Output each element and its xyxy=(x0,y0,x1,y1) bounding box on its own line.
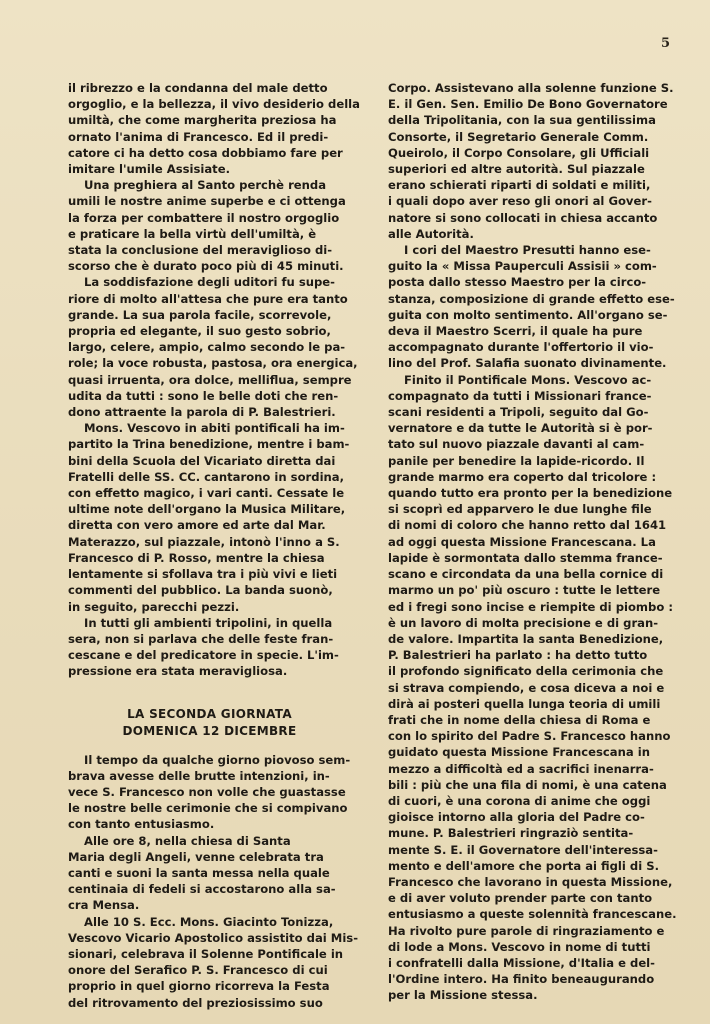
right-column xyxy=(388,80,677,1004)
text-line: cra Mensa. xyxy=(68,898,140,913)
text-line: dono attraente la parola di P. Balestrieri. xyxy=(68,405,336,420)
text-line: Fratelli delle SS. CC. cantarono in sordina, xyxy=(68,469,345,484)
text-line: pressione era stata meravigliosa. xyxy=(68,664,288,679)
text-line: Ha rivolto pure parole di ringraziamento e xyxy=(388,923,665,938)
text-line: il profondo significato della cerimonia che xyxy=(388,664,664,679)
text-line: sera, non si parlava che delle feste fran- xyxy=(68,631,334,646)
paragraph xyxy=(388,80,674,242)
text-line: ad oggi questa Missione Francescana. La xyxy=(388,534,656,549)
text-line: catore ci ha detto cosa dobbiamo fare per xyxy=(68,145,343,160)
text-line: accompagnato durante l'offertorio il vio- xyxy=(388,340,654,355)
text-line: si scoprì ed apparvero le due lunghe file xyxy=(388,502,652,517)
text-line: guito la « Missa Pauperculi Assisii » com- xyxy=(388,259,657,274)
text-line: con lo spirito del Padre S. Francesco hanno xyxy=(388,729,671,744)
text-line: mune. P. Balestrieri ringraziò sentita- xyxy=(388,826,634,841)
paragraph xyxy=(388,242,675,372)
text-line: del ritrovamento del preziosissimo suo xyxy=(68,995,323,1010)
left-column-body xyxy=(68,80,360,680)
text-line: con tanto entusiasmo. xyxy=(68,817,215,832)
text-line: diretta con vero amore ed arte dal Mar. xyxy=(68,518,326,533)
text-line: La soddisfazione degli uditori fu supe- xyxy=(84,275,335,290)
text-line: onore del Serafico P. S. Francesco di cui xyxy=(68,963,328,978)
text-line: Vescovo Vicario Apostolico assistito dai Mis- xyxy=(68,930,359,945)
text-line: role; la voce robusta, pastosa, ora energica, xyxy=(68,356,358,371)
left-column xyxy=(68,80,360,1011)
text-line: Finito il Pontificale Mons. Vescovo ac- xyxy=(404,372,652,387)
text-line: orgoglio, e la bellezza, il vivo desiderio della xyxy=(68,97,360,112)
text-line: della Tripolitania, con la sua gentilissima xyxy=(388,113,656,128)
text-line: scano e circondata da una bella cornice di xyxy=(388,567,664,582)
text-line: scani residenti a Tripoli, seguito dal Go- xyxy=(388,405,649,420)
text-line: I cori del Maestro Presutti hanno ese- xyxy=(404,243,651,258)
text-line: superiori ed altre autorità. Sul piazzale xyxy=(388,162,645,177)
text-line: umili le nostre anime superbe e ci ottenga xyxy=(68,194,346,209)
text-line: In tutti gli ambienti tripolini, in quella xyxy=(84,615,333,630)
text-line: Francesco che lavorano in questa Missione, xyxy=(388,874,673,889)
text-line: E. il Gen. Sen. Emilio De Bono Governatore xyxy=(388,97,668,112)
text-line: ed i fregi sono incise e riempite di piombo : xyxy=(388,599,673,614)
text-line: frati che in nome della chiesa di Roma e xyxy=(388,712,651,727)
text-line: vernatore e da tutte le Autorità si è por- xyxy=(388,421,653,436)
text-line: stata la conclusione del meraviglioso di- xyxy=(68,243,333,258)
text-line: in seguito, parecchi pezzi. xyxy=(68,599,240,614)
text-line: alle Autorità. xyxy=(388,226,474,241)
paragraph xyxy=(68,615,351,680)
text-line: guidato questa Missione Francescana in xyxy=(388,745,650,760)
text-line: P. Balestrieri ha parlato : ha detto tutto xyxy=(388,648,648,663)
section-heading-line-1: LA SECONDA GIORNATA xyxy=(127,706,292,721)
text-line: e praticare la bella virtù dell'umiltà, è xyxy=(68,226,317,241)
text-line: lapide è sormontata dallo stemma france- xyxy=(388,550,663,565)
text-line: Consorte, il Segretario Generale Comm. xyxy=(388,129,649,144)
text-line: il ribrezzo e la condanna del male detto xyxy=(68,81,328,95)
text-line: Corpo. Assistevano alla solenne funzione S. xyxy=(388,81,674,95)
paragraph xyxy=(68,914,359,1011)
text-line: Alle 10 S. Ecc. Mons. Giacinto Tonizza, xyxy=(84,914,334,929)
text-line: Una preghiera al Santo perchè renda xyxy=(84,178,327,193)
text-line: per la Missione stessa. xyxy=(388,988,538,1003)
text-line: ornato l'anima di Francesco. Ed il predi- xyxy=(68,129,329,144)
text-line: mente S. E. il Governatore dell'interessa- xyxy=(388,842,658,857)
text-line: tato sul nuovo piazzale davanti al cam- xyxy=(388,437,645,452)
text-line: gioisce intorno alla gloria del Padre co- xyxy=(388,810,645,825)
text-line: l'Ordine intero. Ha finito beneaugurando xyxy=(388,972,655,987)
section-heading-line-2: DOMENICA 12 DICEMBRE xyxy=(122,723,297,738)
text-line: largo, celere, ampio, calmo secondo le pa- xyxy=(68,340,346,355)
text-line: panile per benedire la lapide-ricordo. Il xyxy=(388,453,645,468)
text-line: Mons. Vescovo in abiti pontificali ha im- xyxy=(84,421,345,436)
text-line: la forza per combattere il nostro orgoglio xyxy=(68,210,340,225)
paragraph xyxy=(68,177,351,274)
text-line: canti e suoni la santa messa nella quale xyxy=(68,865,330,880)
text-line: scorso che è durato poco più di 45 minuti. xyxy=(68,259,344,274)
text-line: Maria degli Angeli, venne celebrata tra xyxy=(68,849,324,864)
text-line: marmo un po' più oscuro : tutte le lettere xyxy=(388,583,661,598)
text-line: ultime note dell'organo la Musica Militare, xyxy=(68,502,346,517)
text-line: di lode a Mons. Vescovo in nome di tutti xyxy=(388,939,651,954)
text-line: Queirolo, il Corpo Consolare, gli Ufficiali xyxy=(388,145,650,160)
text-line: umiltà, che come margherita preziosa ha xyxy=(68,113,337,128)
text-line: deva il Maestro Scerri, il quale ha pure xyxy=(388,324,643,339)
left-column-body-after-heading xyxy=(68,752,359,1011)
text-line: vece S. Francesco non volle che guastasse xyxy=(68,784,346,799)
text-line: dirà ai posteri quella lunga teoria di umili xyxy=(388,696,661,711)
paragraph xyxy=(68,420,351,614)
text-line: Alle ore 8, nella chiesa di Santa xyxy=(84,833,291,848)
text-line: brava avesse delle brutte intenzioni, in- xyxy=(68,768,330,783)
text-line: Francesco di P. Rosso, mentre la chiesa xyxy=(68,550,325,565)
text-line: proprio in quel giorno ricorreva la Festa xyxy=(68,979,330,994)
text-line: si strava compiendo, e cosa diceva a noi e xyxy=(388,680,665,695)
paragraph xyxy=(68,752,351,833)
text-line: commenti del pubblico. La banda suonò, xyxy=(68,583,333,598)
text-line: udita da tutti : sono le belle doti che ren- xyxy=(68,388,339,403)
text-line: con effetto magico, i vari canti. Cessate le xyxy=(68,486,345,501)
text-line: lino del Prof. Salafia suonato divinamente. xyxy=(388,356,667,371)
paragraph xyxy=(388,372,677,1004)
text-line: grande. La sua parola facile, scorrevole, xyxy=(68,307,332,322)
text-line: bili : più che una fila di nomi, è una catena xyxy=(388,777,667,792)
text-line: quasi irruenta, ora dolce, melliflua, sempre xyxy=(68,372,352,387)
text-line: quando tutto era pronto per la benedizione xyxy=(388,486,673,501)
text-line: de valore. Impartita la santa Benedizione, xyxy=(388,631,664,646)
text-line: imitare l'umile Assisiate. xyxy=(68,162,230,177)
text-line: di nomi di coloro che hanno retto dal 1641 xyxy=(388,518,667,533)
text-line: partito la Trina benedizione, mentre i bam- xyxy=(68,437,350,452)
text-line: mezzo a difficoltà ed a sacrifici inenarra- xyxy=(388,761,654,776)
text-line: e di aver voluto prender parte con tanto xyxy=(388,891,653,906)
text-line: stanza, composizione di grande effetto ese- xyxy=(388,291,675,306)
text-line: Materazzo, sul piazzale, intonò l'inno a S. xyxy=(68,534,340,549)
paragraph xyxy=(68,80,360,177)
text-line: di cuori, è una corona di anime che oggi xyxy=(388,793,651,808)
text-line: propria ed elegante, il suo gesto sobrio, xyxy=(68,324,331,339)
section-heading xyxy=(68,706,351,740)
paragraph xyxy=(68,833,351,914)
text-line: mento e dell'amore che porta ai figli di S. xyxy=(388,858,659,873)
paragraph xyxy=(68,274,358,420)
text-line: Il tempo da qualche giorno piovoso sem- xyxy=(84,752,351,767)
text-line: cescane e del predicatore in specie. L'im- xyxy=(68,648,339,663)
text-line: le nostre belle cerimonie che si compivano xyxy=(68,801,348,816)
text-line: compagnato da tutti i Missionari france- xyxy=(388,388,652,403)
text-line: riore di molto all'attesa che pure era tanto xyxy=(68,291,348,306)
text-line: sionari, celebrava il Solenne Pontificale in xyxy=(68,946,344,961)
page-number: 5 xyxy=(660,36,670,51)
text-line: erano schierati riparti di soldati e militi, xyxy=(388,178,651,193)
text-line: natore si sono collocati in chiesa accanto xyxy=(388,210,658,225)
text-line: entusiasmo a queste solennità francescane. xyxy=(388,907,677,922)
text-line: i confratelli dalla Missione, d'Italia e del- xyxy=(388,955,655,970)
text-line: lentamente si sfollava tra i più vivi e lieti xyxy=(68,567,338,582)
text-line: posta dallo stesso Maestro per la circo- xyxy=(388,275,647,290)
text-line: grande marmo era coperto dal tricolore : xyxy=(388,469,657,484)
text-line: bini della Scuola del Vicariato diretta dai xyxy=(68,453,336,468)
right-column-body xyxy=(388,80,677,1004)
text-line: è un lavoro di molta precisione e di gran- xyxy=(388,615,659,630)
text-line: i quali dopo aver reso gli onori al Gover- xyxy=(388,194,652,209)
text-line: centinaia di fedeli si accostarono alla sa- xyxy=(68,882,336,897)
text-line: guita con molto sentimento. All'organo se- xyxy=(388,307,668,322)
